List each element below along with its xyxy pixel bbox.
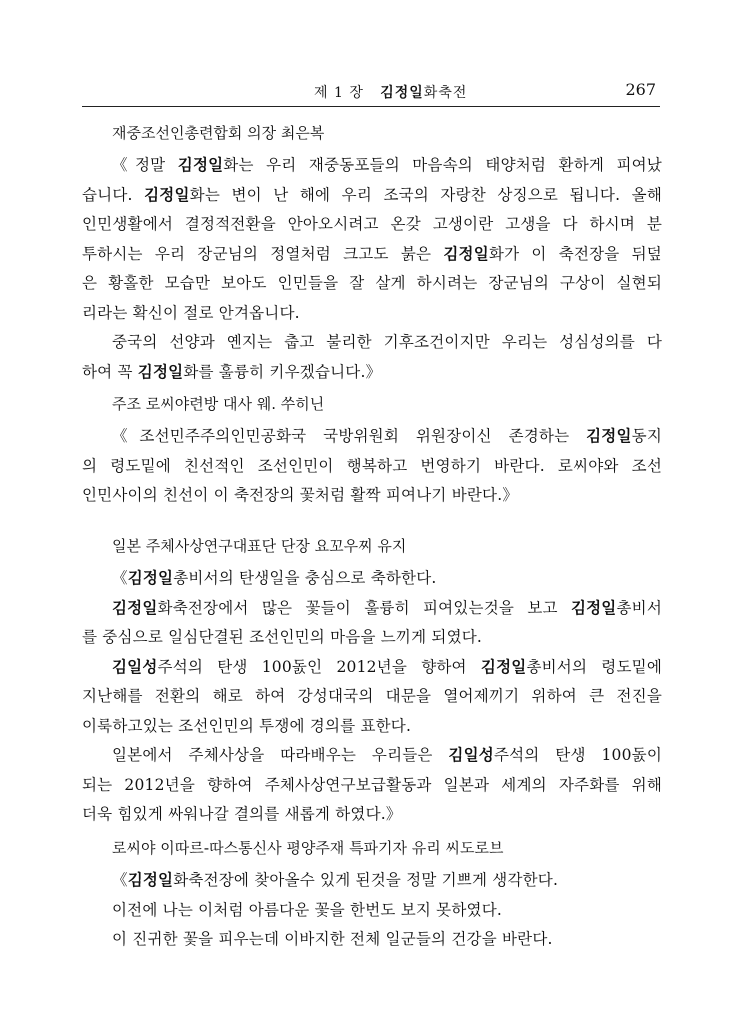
text-run: 하여 꼭 (82, 362, 138, 381)
speaker-name: 주조 로씨야련방 대사 웨. 쑤히닌 (112, 395, 325, 413)
leader-name: 김정일 (177, 156, 224, 174)
text-line (82, 653, 662, 683)
text-run: 《정말 (112, 156, 178, 174)
text-run: 《조선민주주의인민공화국 국방위원회 위원장이신 존경하는 (112, 427, 587, 445)
text-line (82, 358, 662, 388)
leader-name: 김정일 (127, 871, 174, 889)
text-run: 화는 우리 재중동포들의 마음속의 태양처럼 환하게 피여났 (223, 156, 662, 174)
leader-name: 김일성 (112, 657, 158, 676)
text-run: 이룩하고있는 조선인민의 투쟁에 경의를 표한다. (82, 716, 412, 735)
text-run: 총비서의 탄생일을 충심으로 축하한다. (173, 569, 437, 587)
text-run: 은 황홀한 모습만 보아도 인민들을 잘 살게 하시려는 장군님의 구상이 실현되 (82, 274, 662, 292)
text-line (82, 481, 662, 511)
text-line (82, 422, 662, 452)
text-run: 를 중심으로 일심단결된 조선인민의 마음을 느끼게 되였다. (82, 628, 483, 646)
text-line (82, 800, 662, 830)
running-header (82, 80, 660, 106)
text-run: 총비서 (616, 598, 662, 617)
leader-name: 김정일 (144, 185, 190, 204)
leader-name: 김정일 (570, 598, 617, 617)
text-run: 습니다. (82, 185, 145, 204)
text-run: 총비서의 령도밑에 (526, 657, 662, 676)
text-line (82, 682, 662, 712)
text-run: 리라는 확신이 절로 안겨옵니다. (82, 303, 300, 322)
text-line (82, 896, 662, 926)
leader-name: 김일성 (448, 746, 494, 764)
leader-name: 김정일 (443, 244, 489, 263)
running-title-name: 김정일 (380, 85, 424, 101)
text-run: 더욱 힘있게 싸워나갈 결의를 새롭게 하였다.》 (82, 805, 402, 823)
text-run: 이 진귀한 꽃을 피우는데 이바지한 전체 일군들의 건강을 바란다. (112, 930, 553, 948)
leader-name: 김정일 (586, 427, 632, 445)
page-number: 267 (625, 80, 656, 99)
text-run: 화축전장에서 많은 꽃들이 훌륭히 피여있는것을 보고 (157, 598, 571, 617)
running-title (314, 82, 467, 102)
leader-name: 김정일 (480, 657, 527, 676)
text-run: 중국의 선양과 옌지는 춥고 불리한 기후조건이지만 우리는 성심성의를 다 (112, 333, 662, 351)
text-run: 이전에 나는 이처럼 아름다운 꽃을 한번도 보지 못하였다. (112, 900, 502, 919)
text-line (82, 741, 662, 771)
text-line (82, 269, 662, 299)
text-run: 인민사이의 친선이 이 축전장의 꽃처럼 활짝 피여나기 바란다.》 (82, 486, 519, 504)
text-run: 투하시는 우리 장군님의 정열처럼 크고도 붉은 (82, 244, 444, 263)
text-run: 주석의 탄생 100돐인 2012년을 향하여 (157, 657, 481, 676)
speech-section (82, 534, 662, 830)
speaker-name: 로씨야 이따르-따스통신사 평양주재 특파기자 유리 씨도로브 (112, 839, 504, 857)
text-line (82, 181, 662, 211)
text-line (82, 712, 662, 742)
speech-section (82, 121, 662, 387)
text-line (82, 328, 662, 358)
speaker-name: 재중조선인총련합회 의장 최은복 (112, 124, 325, 142)
text-line (82, 594, 662, 624)
leader-name: 김정일 (112, 598, 158, 617)
speech-section (82, 836, 662, 955)
text-run: 화를 훌륭히 키우겠습니다.》 (183, 362, 382, 381)
speaker-name: 일본 주체사상연구대표단 단장 요꼬우찌 유지 (112, 537, 407, 555)
text-line (82, 564, 662, 594)
leader-name: 김정일 (137, 362, 184, 381)
header-rule (82, 106, 660, 107)
text-line (82, 210, 662, 240)
leader-name: 김정일 (127, 569, 174, 587)
text-run: 《 (112, 871, 128, 889)
text-line (82, 240, 662, 270)
speech-section (82, 392, 662, 511)
text-line (82, 151, 662, 181)
text-line (82, 771, 662, 801)
text-run: 주석의 탄생 100돐이 (493, 746, 662, 764)
text-run: 인민생활에서 결정적전환을 안아오시려고 온갖 고생이란 고생을 다 하시며 분 (82, 215, 662, 233)
text-run: 의 령도밑에 친선적인 조선인민이 행복하고 번영하기 바란다. 로씨야와 조선 (82, 456, 662, 475)
text-line (82, 623, 662, 653)
text-run: 화축전장에 찾아올수 있게 된것을 정말 기쁘게 생각한다. (173, 871, 559, 889)
text-line (82, 452, 662, 482)
text-run: 일본에서 주체사상을 따라배우는 우리들은 (112, 746, 449, 764)
running-title-suffix: 화축전 (423, 85, 468, 101)
text-run: 동지 (631, 427, 662, 445)
text-run: 되는 2012년을 향하여 주체사상연구보급활동과 일본과 세계의 자주화를 위해 (82, 775, 662, 794)
text-line (82, 866, 662, 896)
text-run: 지난해를 전환의 해로 하여 강성대국의 대문을 열어제끼기 위하여 큰 전진을 (82, 687, 662, 705)
chapter-label: 제 1 장 (314, 85, 364, 101)
text-run: 화가 이 축전장을 뒤덮 (488, 244, 662, 263)
text-line (82, 299, 662, 329)
text-line (82, 925, 662, 955)
text-run: 화는 변이 난 해에 우리 조국의 자랑찬 상징으로 됩니다. 올해 (189, 185, 662, 204)
text-run: 《 (112, 569, 128, 587)
